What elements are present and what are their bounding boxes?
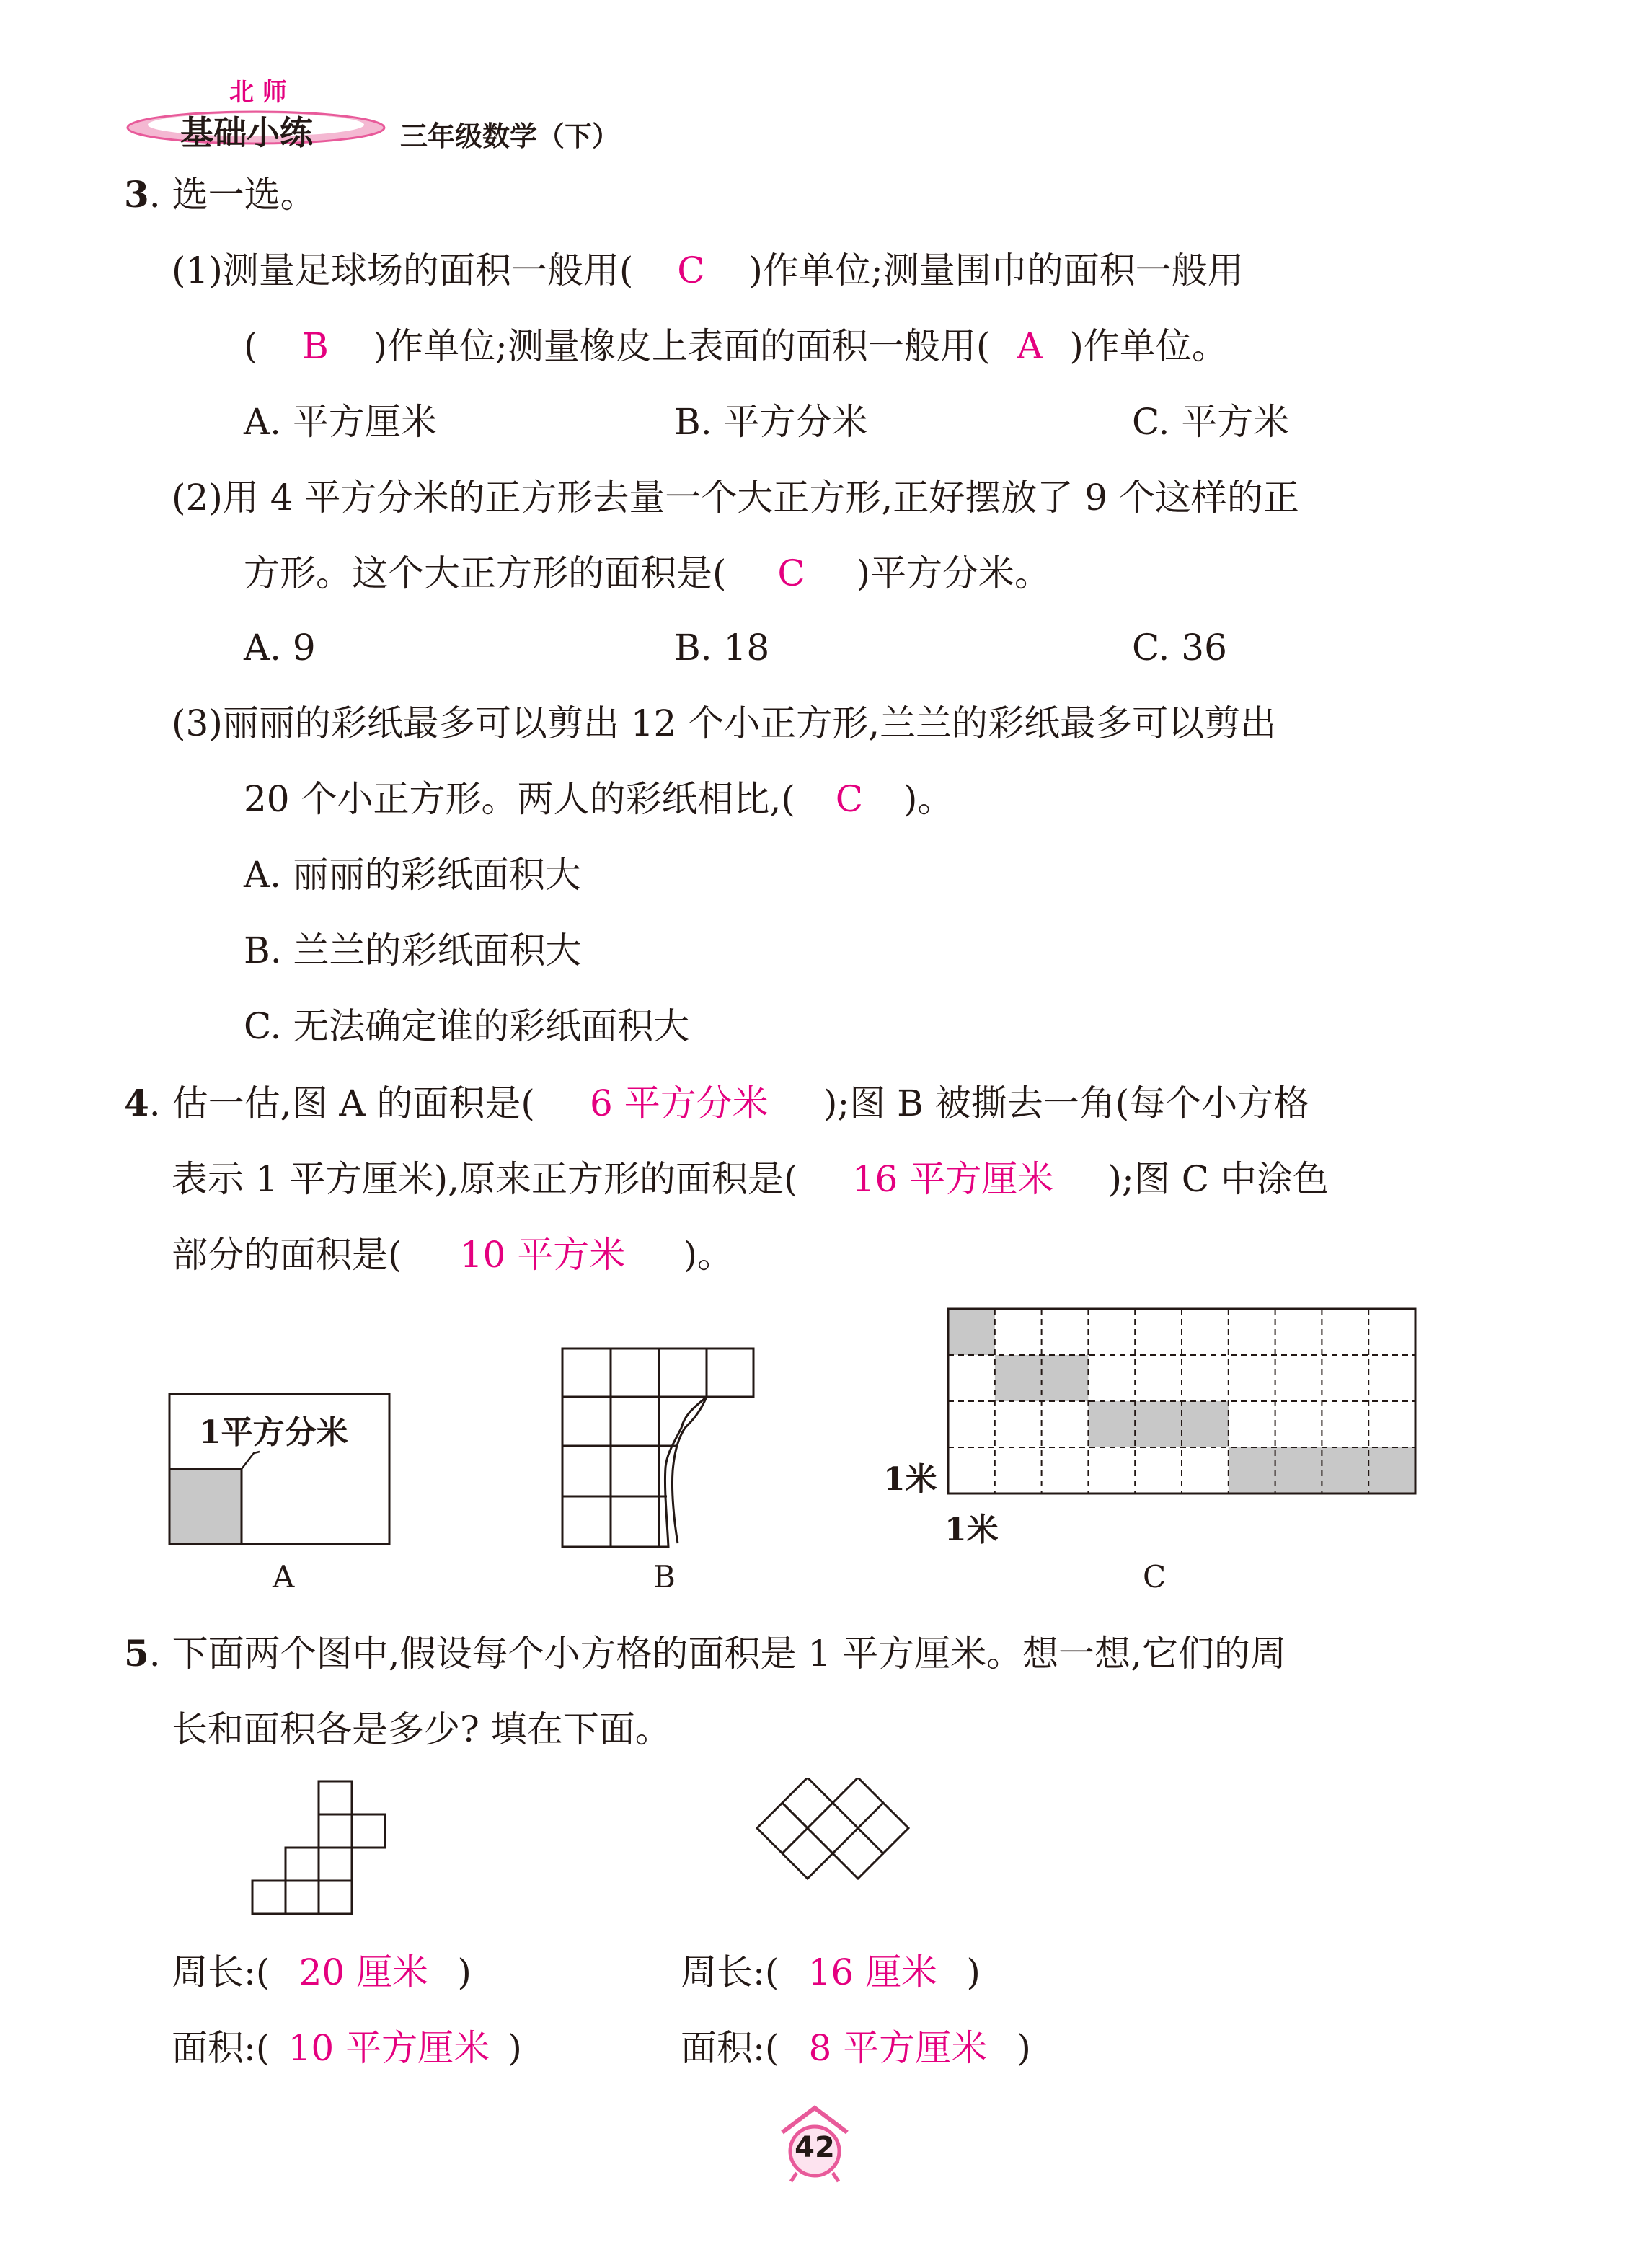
fig2-area: 面积:( 8 平方厘米 )	[681, 2027, 1031, 2069]
answer: 6 平方分米	[590, 1082, 769, 1124]
answer: A	[1017, 325, 1043, 367]
shaded-cell	[1275, 1447, 1322, 1493]
answer: C	[677, 250, 705, 291]
answer: 20 厘米	[298, 1951, 429, 1993]
q5-figure-1	[249, 1778, 429, 1925]
answer: 10 平方厘米	[288, 2027, 490, 2069]
figure-c	[944, 1305, 1428, 1507]
q4-line1: 4. 估一估,图 A 的面积是( 6 平方分米 );图 B 被撕去一角(每个小方格	[124, 1082, 1310, 1124]
q3-3-line2: 20 个小正方形。两人的彩纸相比,( C )。	[244, 778, 954, 820]
figure-c-unit-horizontal: 1米	[944, 1512, 999, 1548]
q5-line1: 5. 下面两个图中,假设每个小方格的面积是 1 平方厘米。想一想,它们的周	[124, 1632, 1286, 1674]
answer: C	[777, 552, 805, 594]
shaded-cell	[1182, 1401, 1229, 1447]
q3-3-option-c: C. 无法确定谁的彩纸面积大	[244, 1005, 690, 1047]
shaded-cell	[1135, 1401, 1182, 1447]
shaded-cell	[1368, 1447, 1415, 1493]
q3-3-line1: (3)丽丽的彩纸最多可以剪出 12 个小正方形,兰兰的彩纸最多可以剪出	[172, 702, 1277, 744]
fig1-perimeter: 周长:( 20 厘米 )	[172, 1951, 472, 1993]
figure-b-label: B	[653, 1559, 676, 1594]
q3-2-line1: (2)用 4 平方分米的正方形去量一个大正方形,正好摆放了 9 个这样的正	[172, 477, 1299, 519]
q3-2-option-c: C. 36	[1132, 627, 1227, 669]
q3-title: 3. 选一选。	[124, 173, 317, 216]
shaded-cell	[1229, 1447, 1275, 1493]
q3-2-option-a: A. 9	[244, 627, 316, 669]
answer: B	[302, 325, 329, 367]
answer: 10 平方米	[459, 1234, 626, 1276]
q5-figure-2	[753, 1778, 912, 1889]
page-number: 42	[795, 2131, 835, 2164]
q3-2-option-b: B. 18	[674, 627, 770, 669]
answer: C	[835, 778, 864, 820]
q3-1-line1: (1)测量足球场的面积一般用( C )作单位;测量围巾的面积一般用	[172, 250, 1244, 291]
q3-2-line2: 方形。这个大正方形的面积是( C )平方分米。	[244, 552, 1051, 594]
figure-a-note: 1平方分米	[199, 1414, 348, 1451]
fig2-perimeter: 周长:( 16 厘米 )	[681, 1951, 981, 1993]
figure-a-label: A	[273, 1559, 295, 1594]
q3-1-line2: ( B )作单位;测量橡皮上表面的面积一般用( A )作单位。	[244, 325, 1228, 367]
shaded-cell	[1322, 1447, 1368, 1493]
figure-c-label: C	[1143, 1559, 1167, 1594]
q5-line2: 长和面积各是多少? 填在下面。	[172, 1708, 671, 1750]
figure-b	[559, 1345, 768, 1554]
answer: 16 平方厘米	[851, 1158, 1054, 1200]
q4-line3: 部分的面积是( 10 平方米 )。	[172, 1234, 734, 1276]
book-subtitle: 三年级数学（下）	[400, 120, 620, 152]
q3-1-option-c: C. 平方米	[1132, 401, 1290, 443]
answer: 16 厘米	[808, 1951, 938, 1993]
q4-line2: 表示 1 平方厘米),原来正方形的面积是( 16 平方厘米 );图 C 中涂色	[172, 1158, 1329, 1200]
shaded-cell	[995, 1355, 1042, 1401]
shaded-cell	[948, 1309, 995, 1355]
shaded-cell	[1042, 1355, 1089, 1401]
q3-1-option-a: A. 平方厘米	[244, 401, 437, 443]
q3-3-option-a: A. 丽丽的彩纸面积大	[244, 854, 581, 896]
q3-1-option-b: B. 平方分米	[674, 401, 868, 443]
brand-main-text: 基础小练	[180, 113, 313, 152]
figure-c-unit-vertical: 1米	[883, 1461, 937, 1498]
fig1-area: 面积:( 10 平方厘米 )	[172, 2027, 522, 2069]
brand-top-text: 北 师	[229, 78, 287, 107]
q3-3-option-b: B. 兰兰的彩纸面积大	[244, 930, 582, 971]
answer: 8 平方厘米	[808, 2027, 988, 2069]
shaded-cell	[1088, 1401, 1135, 1447]
